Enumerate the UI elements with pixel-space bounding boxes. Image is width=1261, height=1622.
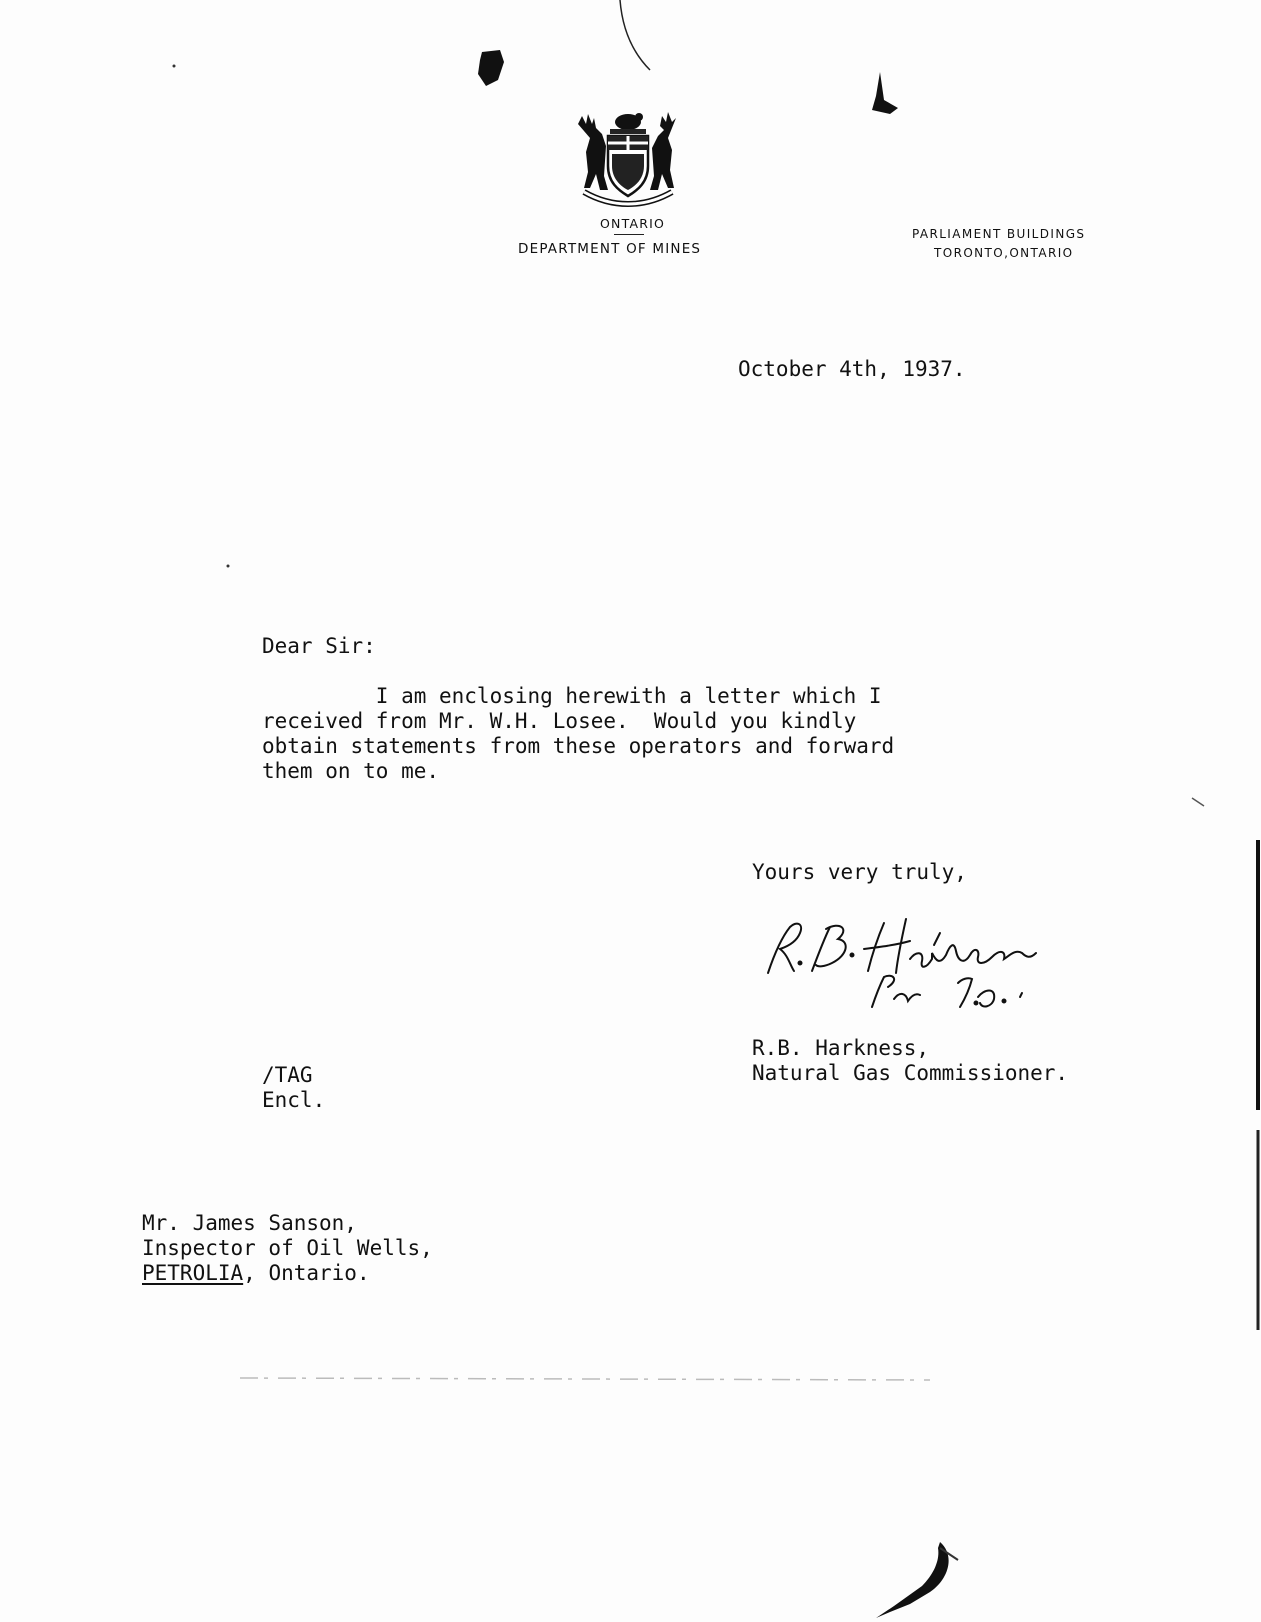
enclosure-note: Encl. (262, 1088, 326, 1112)
letterhead-address-line1: PARLIAMENT BUILDINGS (912, 227, 1086, 241)
body-line: received from Mr. W.H. Losee. Would you kindly (262, 709, 857, 733)
letterhead-divider (614, 234, 644, 235)
letterhead-province: ONTARIO (600, 216, 666, 231)
recipient-name: Mr. James Sanson, (142, 1211, 357, 1235)
body-line: obtain statements from these operators and forward (262, 734, 895, 758)
closing: Yours very truly, (752, 860, 967, 884)
body-line: them on to me. (262, 759, 440, 783)
recipient-city: PETROLIA (142, 1261, 244, 1285)
signatory-title: Natural Gas Commissioner. (752, 1061, 1069, 1085)
letter-date: October 4th, 1937. (738, 357, 966, 381)
reference-initials: /TAG (262, 1063, 313, 1087)
letter-body (262, 684, 894, 784)
handwritten-signature (760, 915, 1090, 1015)
salutation: Dear Sir: (262, 634, 376, 658)
recipient-location (142, 1261, 370, 1286)
letterhead-address-line2: TORONTO,ONTARIO (934, 246, 1074, 260)
recipient-title: Inspector of Oil Wells, (142, 1236, 433, 1260)
recipient-province: , Ontario. (243, 1261, 370, 1285)
letterhead-department: DEPARTMENT OF MINES (518, 241, 702, 257)
ontario-crest-icon (568, 104, 688, 208)
body-line: I am enclosing herewith a letter which I (262, 684, 882, 708)
signatory-name: R.B. Harkness, (752, 1036, 930, 1060)
